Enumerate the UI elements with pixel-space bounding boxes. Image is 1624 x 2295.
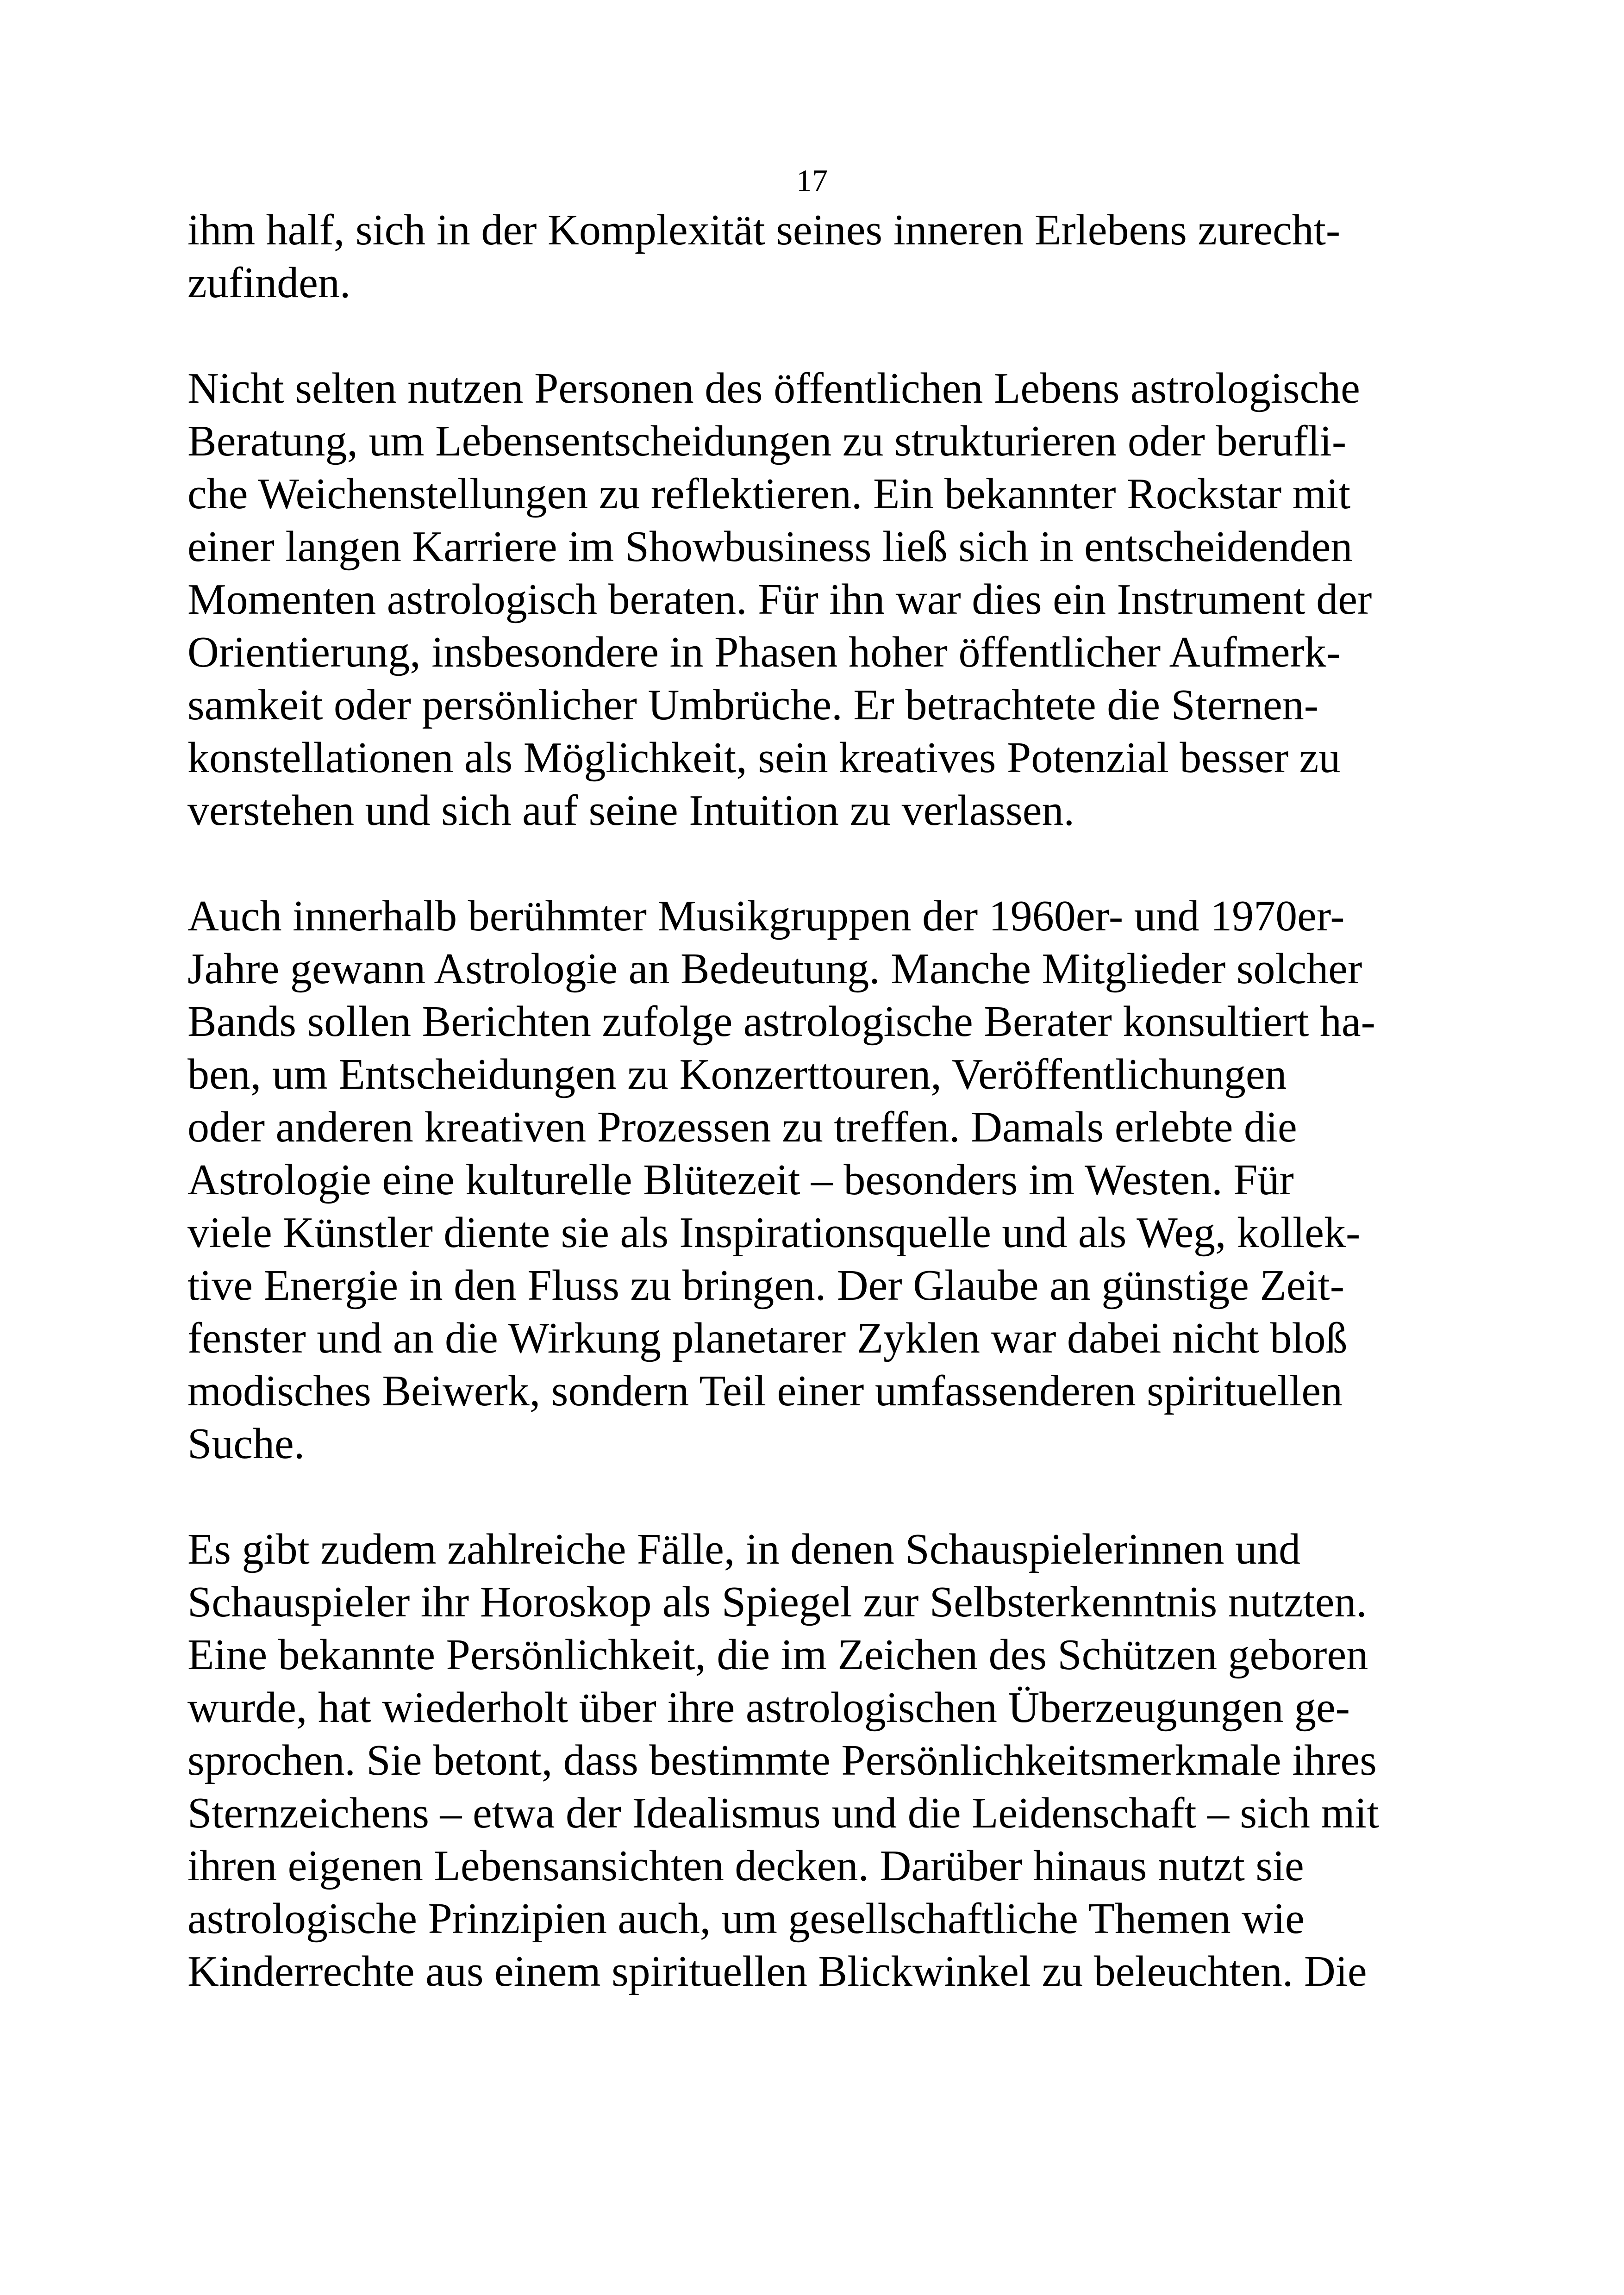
page-number: 17 — [796, 163, 828, 198]
paragraph-4 — [187, 1523, 1465, 1998]
text-line: Sternzeichens – etwa der Idealismus und die Leidenschaft – sich mit — [187, 1789, 1379, 1837]
text-line: wurde, hat wiederholt über ihre astrologischen Überzeugungen ge- — [187, 1684, 1350, 1732]
text-line: ben, um Entscheidungen zu Konzerttouren, Veröffentlichungen — [187, 1050, 1287, 1098]
text-line: ihren eigenen Lebensansichten decken. Darüber hinaus nutzt sie — [187, 1842, 1304, 1890]
text-line: viele Künstler diente sie als Inspirationsquelle und als Weg, kollek- — [187, 1209, 1361, 1257]
text-line: astrologische Prinzipien auch, um gesellschaftliche Themen wie — [187, 1895, 1305, 1943]
body-text — [187, 204, 1465, 2051]
text-line: zufinden. — [187, 259, 351, 307]
text-line: Eine bekannte Persönlichkeit, die im Zeichen des Schützen geboren — [187, 1631, 1368, 1679]
text-line: konstellationen als Möglichkeit, sein kreatives Potenzial besser zu — [187, 734, 1341, 782]
text-line: Auch innerhalb berühmter Musikgruppen der 1960er- und 1970er- — [187, 892, 1345, 940]
text-line: che Weichenstellungen zu reflektieren. Ein bekannter Rockstar mit — [187, 470, 1351, 518]
text-line: Beratung, um Lebensentscheidungen zu strukturieren oder berufli- — [187, 417, 1347, 465]
text-line: sprochen. Sie betont, dass bestimmte Persönlichkeitsmerkmale ihres — [187, 1736, 1377, 1784]
text-line: Orientierung, insbesondere in Phasen hoher öffentlicher Aufmerk- — [187, 628, 1341, 676]
text-line: Momenten astrologisch beraten. Für ihn war dies ein Instrument der — [187, 575, 1372, 624]
text-line: tive Energie in den Fluss zu bringen. Der Glaube an günstige Zeit- — [187, 1261, 1345, 1310]
text-line: ihm half, sich in der Komplexität seines inneren Erlebens zurecht- — [187, 206, 1341, 254]
text-line: samkeit oder persönlicher Umbrüche. Er betrachtete die Sternen- — [187, 681, 1318, 729]
text-line: Es gibt zudem zahlreiche Fälle, in denen Schauspielerinnen und — [187, 1525, 1301, 1573]
text-line: Kinderrechte aus einem spirituellen Blickwinkel zu beleuchten. Die — [187, 1947, 1367, 1996]
text-line: Jahre gewann Astrologie an Bedeutung. Manche Mitglieder solcher — [187, 945, 1362, 993]
text-line: fenster und an die Wirkung planetarer Zyklen war dabei nicht bloß — [187, 1314, 1348, 1362]
paragraph-1 — [187, 204, 1465, 309]
paragraph-2 — [187, 362, 1465, 837]
text-line: Suche. — [187, 1420, 305, 1468]
text-line: oder anderen kreativen Prozessen zu treffen. Damals erlebte die — [187, 1103, 1297, 1151]
text-line: modisches Beiwerk, sondern Teil einer umfassenderen spirituellen — [187, 1367, 1343, 1415]
text-line: Astrologie eine kulturelle Blütezeit – besonders im Westen. Für — [187, 1156, 1294, 1204]
text-line: Schauspieler ihr Horoskop als Spiegel zur Selbsterkenntnis nutzten. — [187, 1578, 1367, 1626]
text-line: einer langen Karriere im Showbusiness ließ sich in entscheidenden — [187, 523, 1353, 571]
text-line: Bands sollen Berichten zufolge astrologische Berater konsultiert ha- — [187, 998, 1375, 1046]
text-line: Nicht selten nutzen Personen des öffentlichen Lebens astrologische — [187, 364, 1360, 412]
text-line: verstehen und sich auf seine Intuition zu verlassen. — [187, 786, 1074, 835]
paragraph-3 — [187, 890, 1465, 1470]
